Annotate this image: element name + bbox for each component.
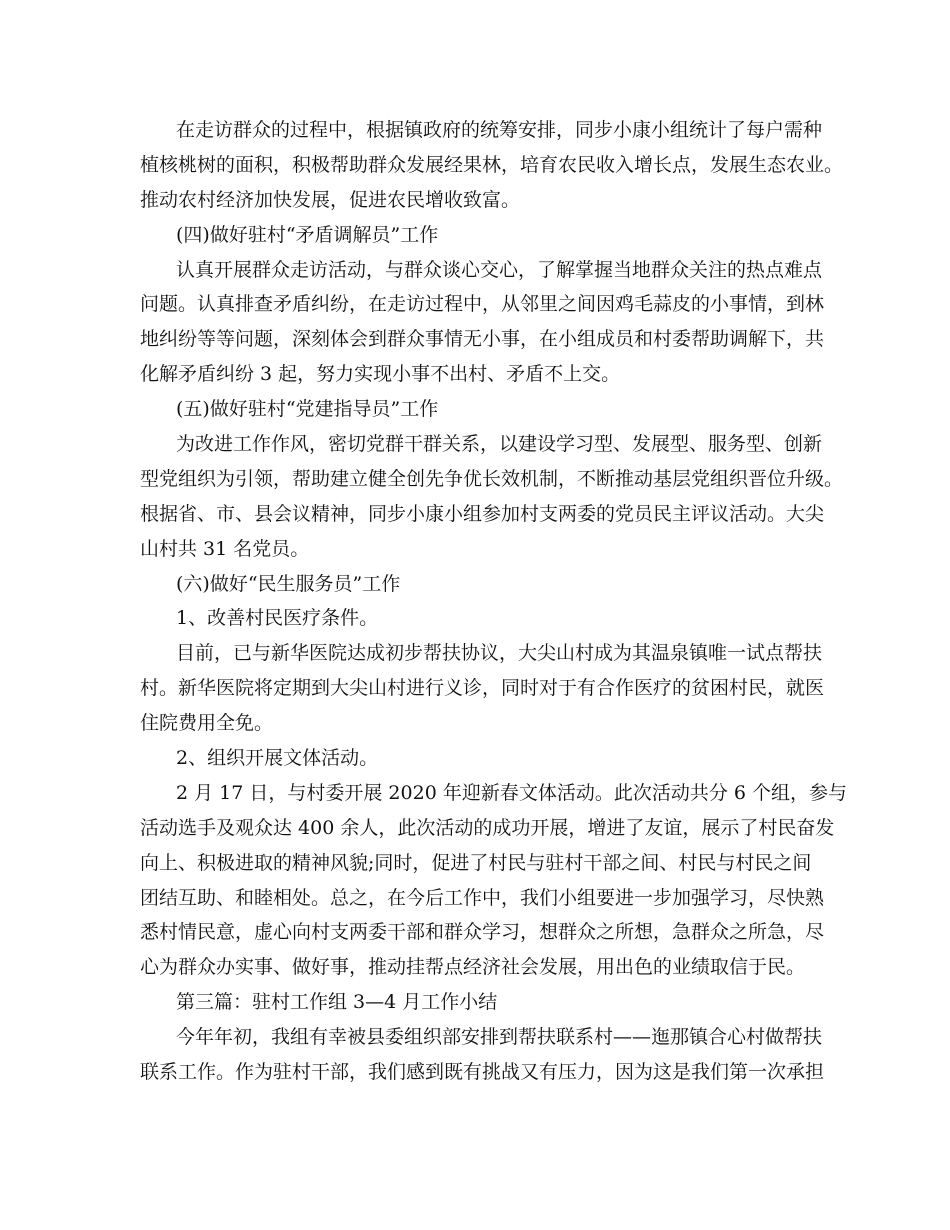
text-line: 2 月 17 日，与村委开展 2020 年迎新春文体活动。此次活动共分 6 个组，参与	[176, 781, 847, 804]
text-line: 2、组织开展文体活动。	[176, 747, 379, 770]
text-line: 植核桃树的面积，积极帮助群众发展经果林，培育农民收入增长点，发展生态农业。	[140, 153, 844, 176]
document-body	[140, 113, 847, 1090]
text-line: 型党组织为引领，帮助建立健全创先争优长效机制，不断推动基层党组织晋位升级。	[140, 467, 844, 490]
text-line: 地纠纷等等问题，深刻体会到群众事情无小事，在小组成员和村委帮助调解下，共	[140, 328, 825, 351]
text-line: 向上、积极进取的精神风貌;同时，促进了村民与驻村干部之间、村民与村民之间	[140, 851, 812, 874]
text-line: 今年年初，我组有幸被县委组织部安排到帮扶联系村——迤那镇合心村做帮扶	[176, 1026, 823, 1049]
text-line: 团结互助、和睦相处。总之，在今后工作中，我们小组要进一步加强学习，尽快熟	[140, 886, 825, 909]
text-line: 村。新华医院将定期到大尖山村进行义诊，同时对于有合作医疗的贫困村民，就医	[140, 677, 825, 700]
text-line: 为改进工作作风，密切党群干群关系，以建设学习型、发展型、服务型、创新	[176, 433, 823, 456]
text-line: 心为群众办实事、做好事，推动挂帮点经济社会发展，用出色的业绩取信于民。	[140, 956, 806, 979]
text-line: 目前，已与新华医院达成初步帮扶协议，大尖山村成为其温泉镇唯一试点帮扶	[176, 642, 823, 665]
text-line: 在走访群众的过程中，根据镇政府的统筹安排，同步小康小组统计了每户需种	[176, 119, 823, 141]
text-line: 活动选手及观众达 400 余人，此次活动的成功开展，增进了友谊，展示了村民奋发	[140, 816, 835, 839]
text-line: 化解矛盾纠纷 3 起，努力实现小事不出村、矛盾不上交。	[140, 363, 621, 386]
text-line: 根据省、市、县会议精神，同步小康小组参加村支两委的党员民主评议活动。大尖	[140, 502, 825, 525]
text-line: 山村共 31 名党员。	[140, 537, 310, 560]
text-line: (四)做好驻村“矛盾调解员”工作	[176, 223, 439, 246]
text-line: (六)做好“民生服务员”工作	[176, 572, 401, 595]
text-line: 推动农村经济加快发展，促进农民增收致富。	[140, 188, 521, 211]
text-line: 1、改善村民医疗条件。	[176, 607, 379, 630]
text-line: 联系工作。作为驻村干部，我们感到既有挑战又有压力，因为这是我们第一次承担	[140, 1061, 825, 1084]
text-line: 住院费用全免。	[140, 712, 274, 735]
text-line: (五)做好驻村“党建指导员”工作	[176, 398, 439, 421]
text-line: 问题。认真排查矛盾纠纷，在走访过程中，从邻里之间因鸡毛蒜皮的小事情，到林	[140, 293, 825, 316]
text-line: 认真开展群众走访活动，与群众谈心交心，了解掌握当地群众关注的热点难点	[176, 258, 823, 281]
text-line: 悉村情民意，虚心向村支两委干部和群众学习，想群众之所想，急群众之所急，尽	[140, 921, 825, 944]
text-line: 第三篇：驻村工作组 3—4 月工作小结	[176, 991, 498, 1014]
